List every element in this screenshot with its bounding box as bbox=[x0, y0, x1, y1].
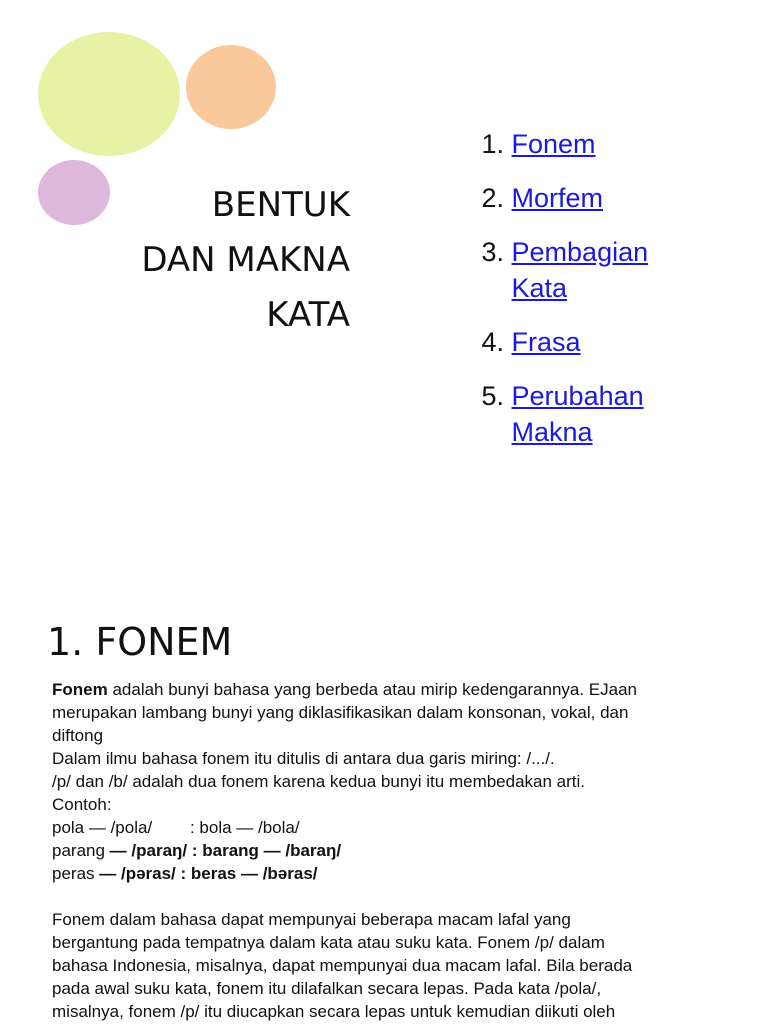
decorative-orange-circle bbox=[186, 45, 276, 129]
toc-number: 4. bbox=[481, 327, 504, 357]
text-span: adalah bunyi bahasa yang berbeda atau mirip kedengarannya. EJaan bbox=[107, 680, 638, 699]
text-line: misalnya, fonem /p/ itu diucapkan secara lepas untuk kemudian diikuti oleh bbox=[52, 1002, 616, 1021]
example-line bbox=[52, 862, 752, 885]
text-line: Contoh: bbox=[52, 795, 112, 814]
toc-number: 1. bbox=[481, 129, 504, 159]
decorative-purple-circle bbox=[38, 160, 110, 225]
toc-link-frasa[interactable]: Frasa bbox=[511, 327, 581, 357]
toc-number: 3. bbox=[481, 237, 504, 267]
term-bold: Fonem bbox=[52, 680, 108, 699]
text-line: merupakan lambang bunyi yang diklasifikasikan dalam konsonan, vokal, dan bbox=[52, 703, 629, 722]
section-heading: 1. FONEM bbox=[47, 620, 233, 664]
text-span: peras bbox=[52, 864, 100, 883]
toc-item-morfem bbox=[470, 180, 603, 216]
toc-link-fonem[interactable]: Fonem bbox=[511, 129, 596, 159]
example-line: pola — /pola/ : bola — /bola/ bbox=[52, 818, 300, 837]
toc-link-morfem[interactable]: Morfem bbox=[511, 183, 604, 213]
text-line: Fonem dalam bahasa dapat mempunyai beberapa macam lafal yang bbox=[52, 910, 571, 929]
text-line bbox=[52, 678, 752, 701]
example-line bbox=[52, 839, 752, 862]
toc-number: 5. bbox=[481, 381, 504, 411]
decorative-green-circle bbox=[38, 32, 180, 156]
text-line: Dalam ilmu bahasa fonem itu ditulis di antara dua garis miring: /.../. bbox=[52, 749, 555, 768]
text-span: parang bbox=[52, 841, 110, 860]
text-line: /p/ dan /b/ adalah dua fonem karena kedua bunyi itu membedakan arti. bbox=[52, 772, 586, 791]
text-span-bold: — /paraŋ/ : barang — /baraŋ/ bbox=[109, 841, 342, 860]
toc-link-perubahan-makna[interactable]: Perubahan Makna bbox=[511, 381, 644, 447]
text-line: bahasa Indonesia, misalnya, dapat mempunyai dua macam lafal. Bila berada bbox=[52, 956, 633, 975]
text-span-bold: — /pəras/ : beras — /bəras/ bbox=[99, 864, 318, 883]
toc-item-perubahan-makna bbox=[470, 378, 672, 450]
text-line: pada awal suku kata, fonem itu dilafalkan secara lepas. Pada kata /pola/, bbox=[52, 979, 602, 998]
title-line: KATA bbox=[266, 295, 350, 335]
toc-item-fonem bbox=[470, 126, 596, 162]
title-line: BENTUK bbox=[211, 185, 350, 225]
text-line: diftong bbox=[52, 726, 104, 745]
toc-link-pembagian-kata[interactable]: Pembagian Kata bbox=[511, 237, 649, 303]
title-line: DAN MAKNA bbox=[141, 240, 350, 280]
blank-line bbox=[52, 885, 752, 908]
toc-item-pembagian-kata bbox=[470, 234, 672, 306]
body-text bbox=[52, 678, 752, 1023]
slide-title bbox=[141, 178, 350, 343]
text-line: bergantung pada tempatnya dalam kata atau suku kata. Fonem /p/ dalam bbox=[52, 933, 605, 952]
toc-item-frasa bbox=[470, 324, 581, 360]
toc-number: 2. bbox=[481, 183, 504, 213]
